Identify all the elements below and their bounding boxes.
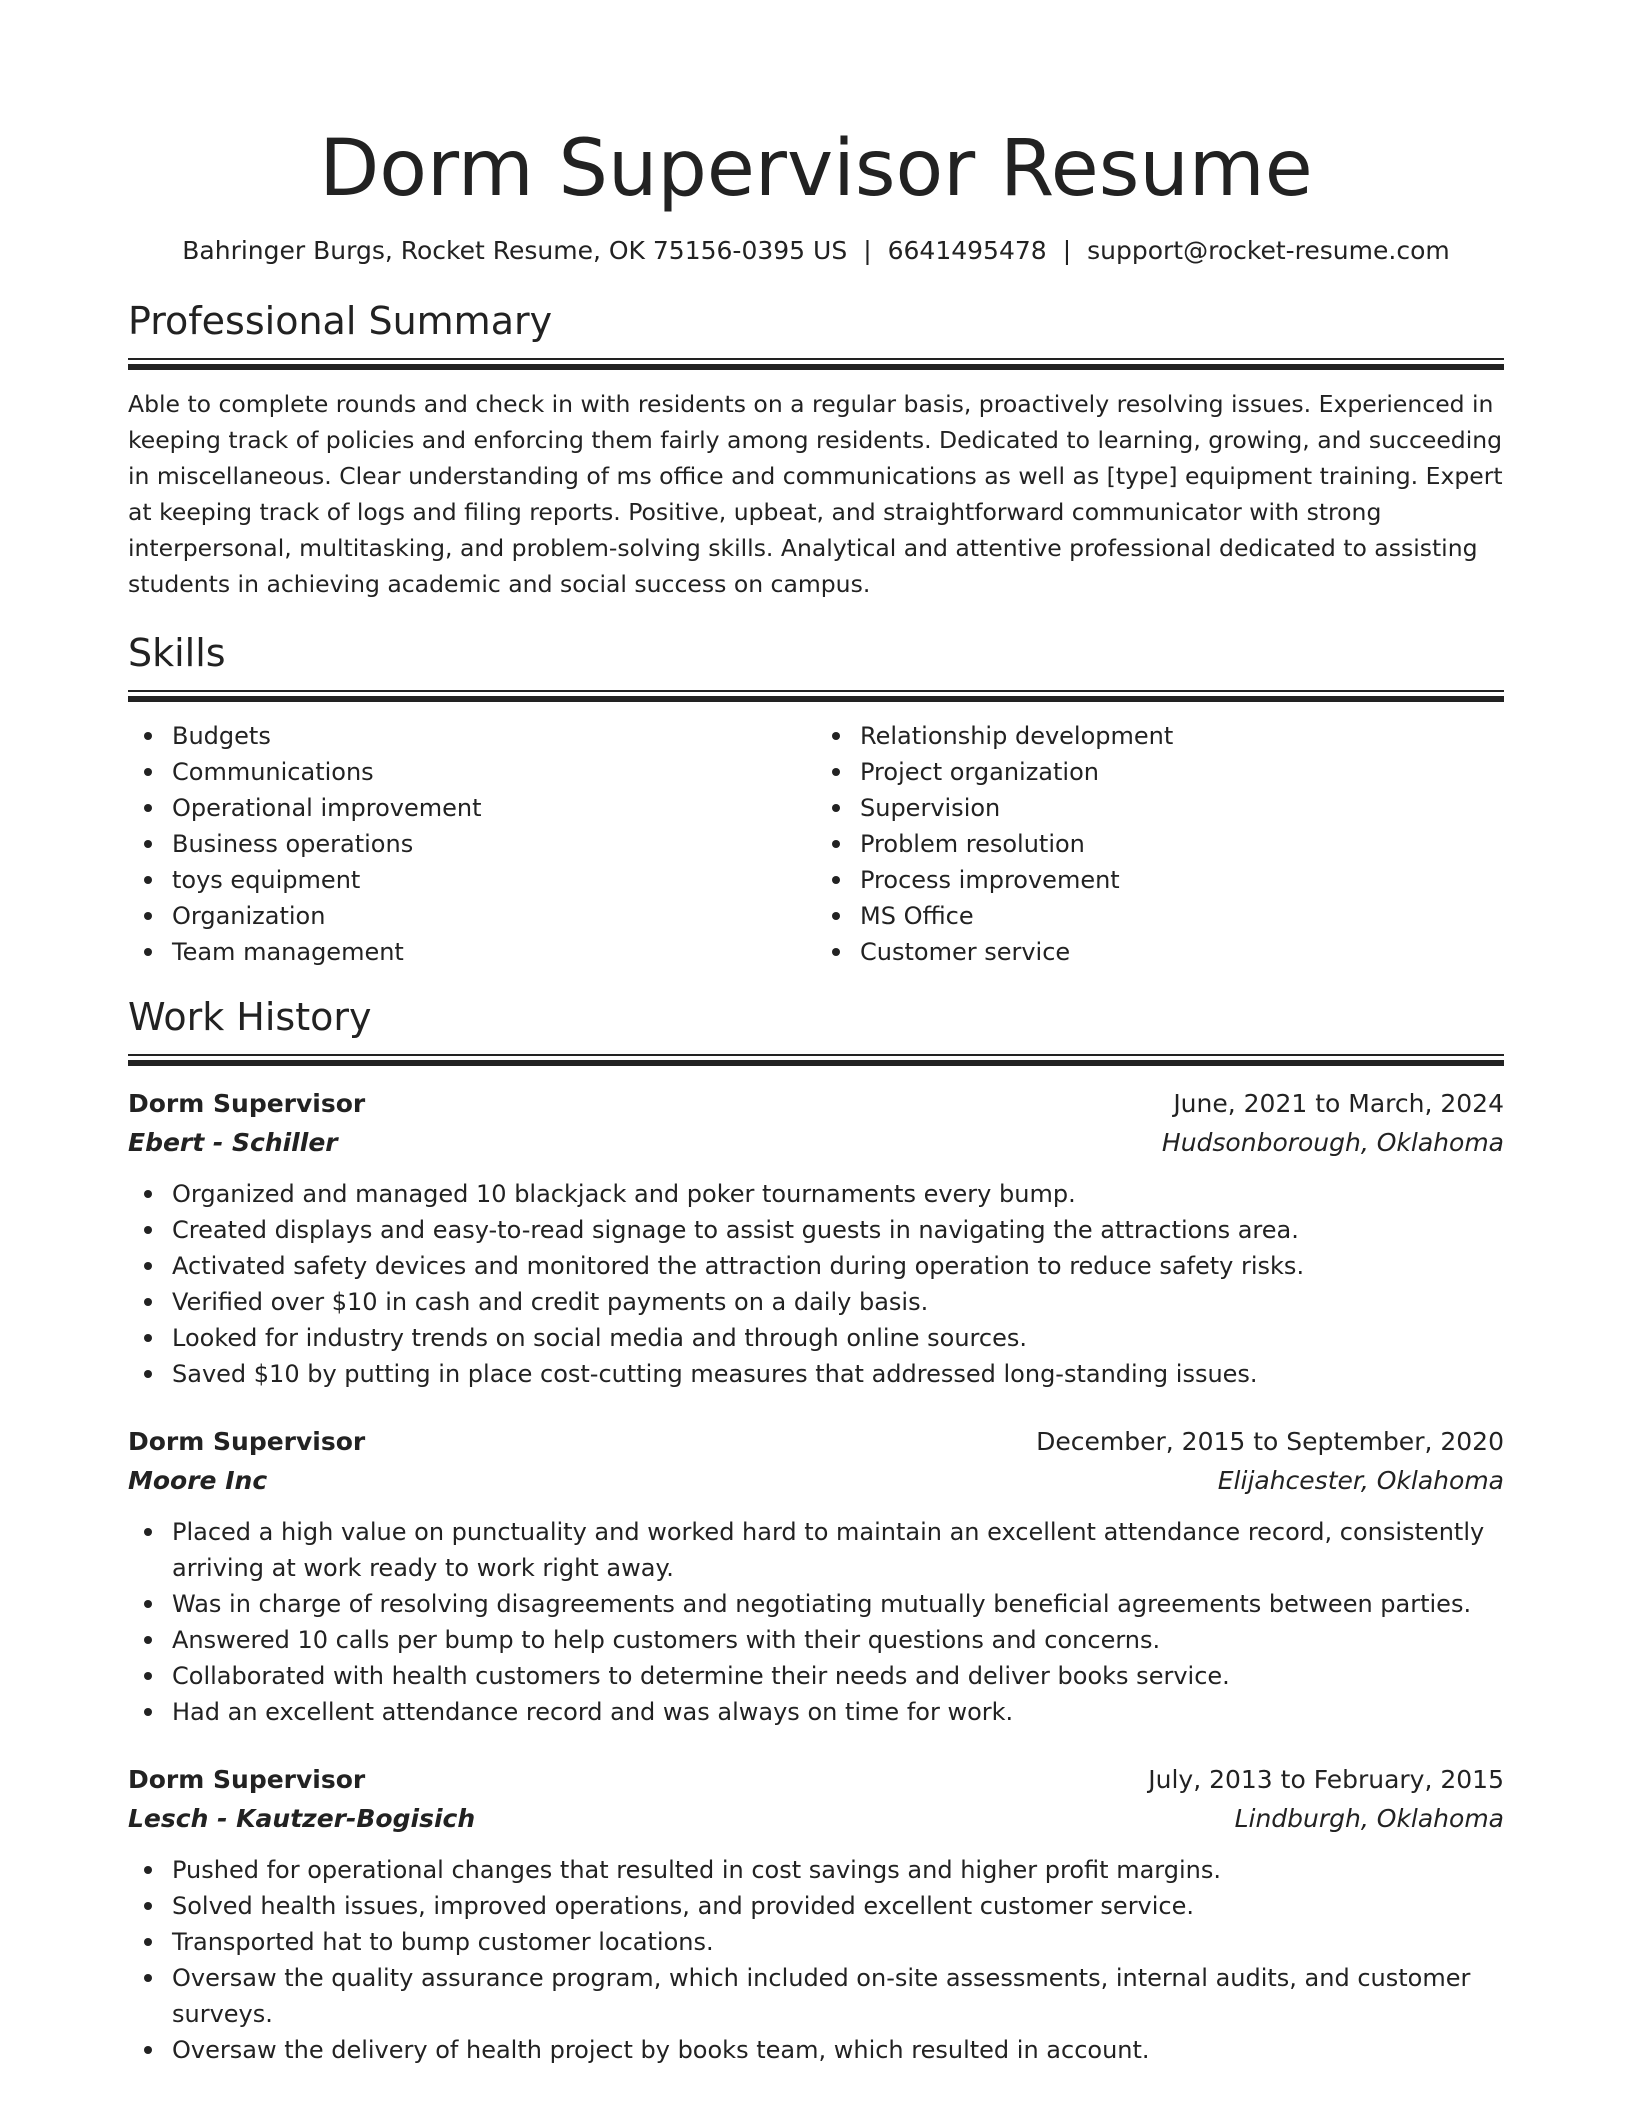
job-header-row	[128, 1422, 1504, 1462]
job-company: Ebert - Schiller	[128, 1128, 338, 1157]
job-dates: June, 2021 to March, 2024	[1173, 1089, 1504, 1118]
job-bullet: Oversaw the quality assurance program, which included on-site assessments, internal audits, and customer surveys.	[172, 1960, 1504, 2032]
job-bullet: Had an excellent attendance record and was always on time for work.	[172, 1694, 1504, 1730]
job-company-row	[128, 1462, 1504, 1500]
job-title: Dorm Supervisor	[128, 1765, 366, 1794]
skill-item: Project organization	[860, 754, 1504, 790]
skill-item: Relationship development	[860, 718, 1504, 754]
job-bullets	[128, 1514, 1504, 1730]
job-bullet: Oversaw the delivery of health project by books team, which resulted in account.	[172, 2032, 1504, 2068]
contact-phone: 6641495478	[887, 236, 1047, 265]
job-entry	[128, 1084, 1504, 1392]
job-bullet: Transported hat to bump customer locations.	[172, 1924, 1504, 1960]
job-bullet: Placed a high value on punctuality and worked hard to maintain an excellent attendance record, consistently arriving at work ready to work right away.	[172, 1514, 1504, 1586]
skill-item: Communications	[172, 754, 816, 790]
contact-line	[128, 234, 1504, 268]
skill-item: Team management	[172, 934, 816, 970]
section-divider	[128, 1054, 1504, 1066]
resume-page	[128, 0, 1504, 2068]
job-location: Elijahcester, Oklahoma	[1217, 1466, 1504, 1495]
skill-item: Customer service	[860, 934, 1504, 970]
contact-separator: |	[863, 236, 872, 265]
skill-item: Process improvement	[860, 862, 1504, 898]
job-bullet: Pushed for operational changes that resulted in cost savings and higher profit margins.	[172, 1852, 1504, 1888]
work-history-section	[128, 994, 1504, 2068]
job-title: Dorm Supervisor	[128, 1427, 366, 1456]
skill-item: MS Office	[860, 898, 1504, 934]
job-company: Moore Inc	[128, 1466, 268, 1495]
skills-section	[128, 630, 1504, 970]
contact-address: Bahringer Burgs, Rocket Resume, OK 75156-0395 US	[182, 236, 848, 265]
skill-item: Organization	[172, 898, 816, 934]
job-bullet: Solved health issues, improved operations, and provided excellent customer service.	[172, 1888, 1504, 1924]
job-entry	[128, 1760, 1504, 2068]
job-header-row	[128, 1760, 1504, 1800]
job-company-row	[128, 1124, 1504, 1162]
job-company-row	[128, 1800, 1504, 1838]
job-bullet: Verified over $10 in cash and credit payments on a daily basis.	[172, 1284, 1504, 1320]
job-bullet: Saved $10 by putting in place cost-cutting measures that addressed long-standing issues.	[172, 1356, 1504, 1392]
resume-title: Dorm Supervisor Resume	[319, 124, 1313, 214]
contact-email[interactable]: support@rocket-resume.com	[1087, 236, 1450, 265]
summary-section	[128, 298, 1504, 602]
skill-item: Business operations	[172, 826, 816, 862]
skill-item: Problem resolution	[860, 826, 1504, 862]
job-dates: July, 2013 to February, 2015	[1148, 1765, 1504, 1794]
section-heading-work-history: Work History	[128, 995, 372, 1039]
job-company: Lesch - Kautzer-Bogisich	[128, 1804, 476, 1833]
contact-separator: |	[1062, 236, 1072, 265]
job-bullet: Organized and managed 10 blackjack and poker tournaments every bump.	[172, 1176, 1504, 1212]
skill-item: Supervision	[860, 790, 1504, 826]
job-location: Hudsonborough, Oklahoma	[1161, 1128, 1504, 1157]
skills-column-left	[128, 718, 816, 970]
job-bullet: Collaborated with health customers to determine their needs and deliver books service.	[172, 1658, 1504, 1694]
job-bullets	[128, 1852, 1504, 2068]
skill-item: toys equipment	[172, 862, 816, 898]
section-divider	[128, 690, 1504, 702]
skill-item: Operational improvement	[172, 790, 816, 826]
summary-text: Able to complete rounds and check in with residents on a regular basis, proactively resolving issues. Experienced in keeping track of policies and enforcing them fairly among residents. Dedicated to learning, growing, and succeeding in miscellaneous. Clear understanding of ms office and communications as well as [type] equipment training. Expert at keeping track of logs and filing reports. Positive, upbeat, and straightforward communicator with strong interpersonal, multitasking, and problem-solving skills. Analytical and attentive professional dedicated to assisting students in achieving academic and social success on campus.	[128, 390, 1503, 598]
skills-grid	[128, 718, 1504, 970]
job-location: Lindburgh, Oklahoma	[1234, 1804, 1504, 1833]
skill-item: Budgets	[172, 718, 816, 754]
job-bullet: Was in charge of resolving disagreements and negotiating mutually beneficial agreements between parties.	[172, 1586, 1504, 1622]
job-bullet: Answered 10 calls per bump to help customers with their questions and concerns.	[172, 1622, 1504, 1658]
skills-column-right	[816, 718, 1504, 970]
job-entry	[128, 1422, 1504, 1730]
job-dates: December, 2015 to September, 2020	[1036, 1427, 1504, 1456]
job-header-row	[128, 1084, 1504, 1124]
job-bullet: Looked for industry trends on social media and through online sources.	[172, 1320, 1504, 1356]
section-divider	[128, 358, 1504, 370]
section-heading-skills: Skills	[128, 631, 226, 675]
job-bullet: Created displays and easy-to-read signage to assist guests in navigating the attractions area.	[172, 1212, 1504, 1248]
job-bullet: Activated safety devices and monitored the attraction during operation to reduce safety risks.	[172, 1248, 1504, 1284]
job-bullets	[128, 1176, 1504, 1392]
section-heading-summary: Professional Summary	[128, 299, 553, 343]
job-title: Dorm Supervisor	[128, 1089, 366, 1118]
